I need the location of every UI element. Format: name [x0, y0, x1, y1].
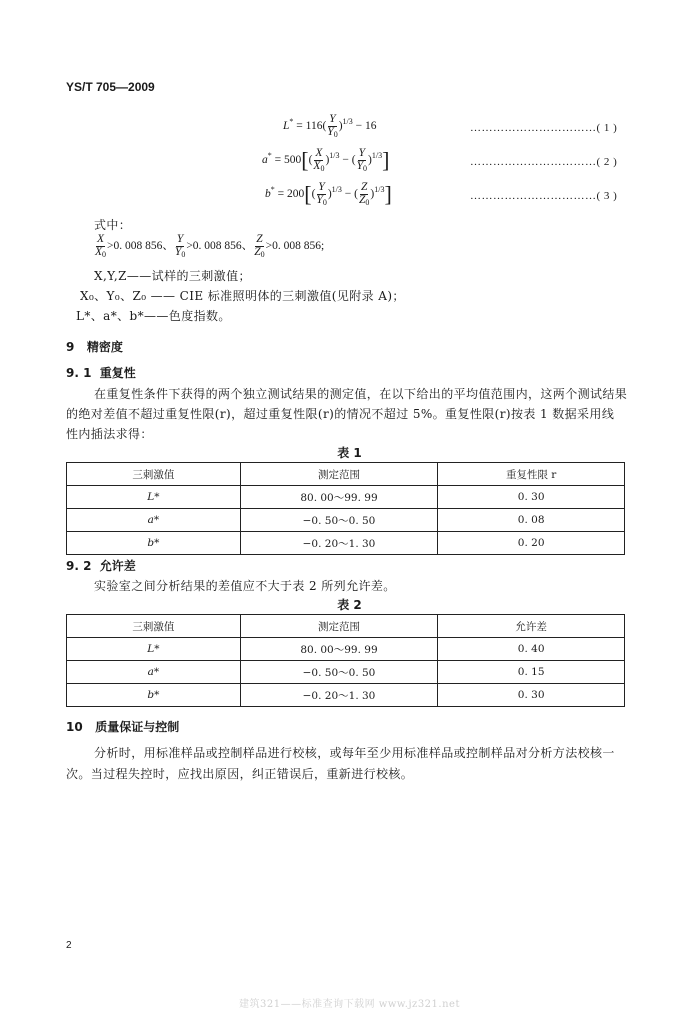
table-cell: 0. 30 [438, 486, 625, 509]
section-9-1-line-3: 性内插法求得： [66, 427, 153, 441]
table-2-header: 测定范围 [240, 615, 438, 638]
table-cell: 0. 15 [438, 661, 625, 684]
table-cell: −0. 20～1. 30 [240, 532, 438, 555]
table-2-caption: 表 2 [337, 598, 362, 612]
section-10-heading: 10 质量保证与控制 [66, 720, 180, 734]
eq1-fraction: $\frac{Y}{Y_0}$ [327, 113, 338, 139]
equation-2: a* = 500[( $\frac{X}{X_0}$ )$^{1/3}$ − ( $\frac{Y}{Y_0}$ )$^{1/3}$] [262, 147, 390, 173]
section-9-2-line-1: 实验室之间分析结果的差值应不大于表 2 所列允许差。 [94, 579, 396, 593]
table-cell: 80. 00～99. 99 [240, 486, 438, 509]
section-9-2-heading: 9. 2 允许差 [66, 559, 136, 573]
section-9-heading: 9 精密度 [66, 340, 123, 354]
section-9-1-line-2: 的绝对差值不超过重复性限(r)，超过重复性限(r)的情况不超过 5%。重复性限(r)按表 1 数据采用线 [66, 407, 615, 421]
table-cell: −0. 50～0. 50 [240, 509, 438, 532]
table-cell: 0. 20 [438, 532, 625, 555]
equation-1: L* = 116( $\frac{Y}{Y_0}$ )$^{1/3}$ − 16 [283, 113, 377, 139]
where-condition: $\frac{X}{X_0}$ >0. 008 856、 $\frac{Y}{Y_0}$ >0. 008 856、 $\frac{Z}{Z_0}$ >0. 008 856; [95, 233, 325, 259]
where-def-1: X,Y,Z——试样的三刺激值； [94, 269, 251, 283]
equation-3: b* = 200[( $\frac{Y}{Y_0}$ )$^{1/3}$ − ( $\frac{Z}{Z_0}$ )$^{1/3}$] [265, 181, 392, 207]
table-1-header: 重复性限 r [438, 463, 625, 486]
table-1 [66, 462, 625, 555]
eq1-lhs: L [283, 119, 290, 132]
section-9-1-line-1: 在重复性条件下获得的两个独立测试结果的测定值，在以下给出的平均值范围内，这两个测试结果 [94, 387, 628, 401]
table-cell: a* [67, 661, 241, 684]
equation-1-leader: ……………………………( 1 ) [470, 122, 618, 134]
table-2-header: 三刺激值 [67, 615, 241, 638]
table-row [67, 661, 625, 684]
table-1-header: 三刺激值 [67, 463, 241, 486]
table-cell: b* [67, 532, 241, 555]
table-cell: 80. 00～99. 99 [240, 638, 438, 661]
table-1-caption: 表 1 [337, 446, 362, 460]
section-10-line-2: 次。当过程失控时，应找出原因，纠正错误后，重新进行校核。 [66, 767, 414, 781]
equation-2-leader: ……………………………( 2 ) [470, 156, 618, 168]
table-cell: a* [67, 509, 241, 532]
table-cell: 0. 30 [438, 684, 625, 707]
table-1-header-row [67, 463, 625, 486]
table-cell: 0. 08 [438, 509, 625, 532]
table-cell: L* [67, 486, 241, 509]
where-def-3: L*、a*、b*——色度指数。 [76, 309, 231, 323]
table-2 [66, 614, 625, 707]
standard-code: YS/T 705—2009 [66, 80, 155, 94]
table-row [67, 509, 625, 532]
section-9-1-heading: 9. 1 重复性 [66, 366, 136, 380]
table-2-header-row [67, 615, 625, 638]
table-cell: −0. 50～0. 50 [240, 661, 438, 684]
table-cell: b* [67, 684, 241, 707]
table-row [67, 638, 625, 661]
table-row [67, 532, 625, 555]
where-def-2: X₀、Y₀、Z₀ —— CIE 标准照明体的三刺激值(见附录 A)； [80, 289, 405, 303]
watermark: 建筑321——标准查询下载网 www.jz321.net [239, 999, 460, 1010]
table-cell: 0. 40 [438, 638, 625, 661]
table-cell: −0. 20～1. 30 [240, 684, 438, 707]
equation-3-leader: ……………………………( 3 ) [470, 190, 618, 202]
page-number: 2 [66, 940, 72, 951]
where-label: 式中： [94, 218, 132, 232]
table-row [67, 684, 625, 707]
table-cell: L* [67, 638, 241, 661]
table-row [67, 486, 625, 509]
table-2-header: 允许差 [438, 615, 625, 638]
table-1-header: 测定范围 [240, 463, 438, 486]
section-10-line-1: 分析时，用标准样品或控制样品进行校核，或每年至少用标准样品或控制样品对分析方法校核一 [94, 746, 615, 760]
